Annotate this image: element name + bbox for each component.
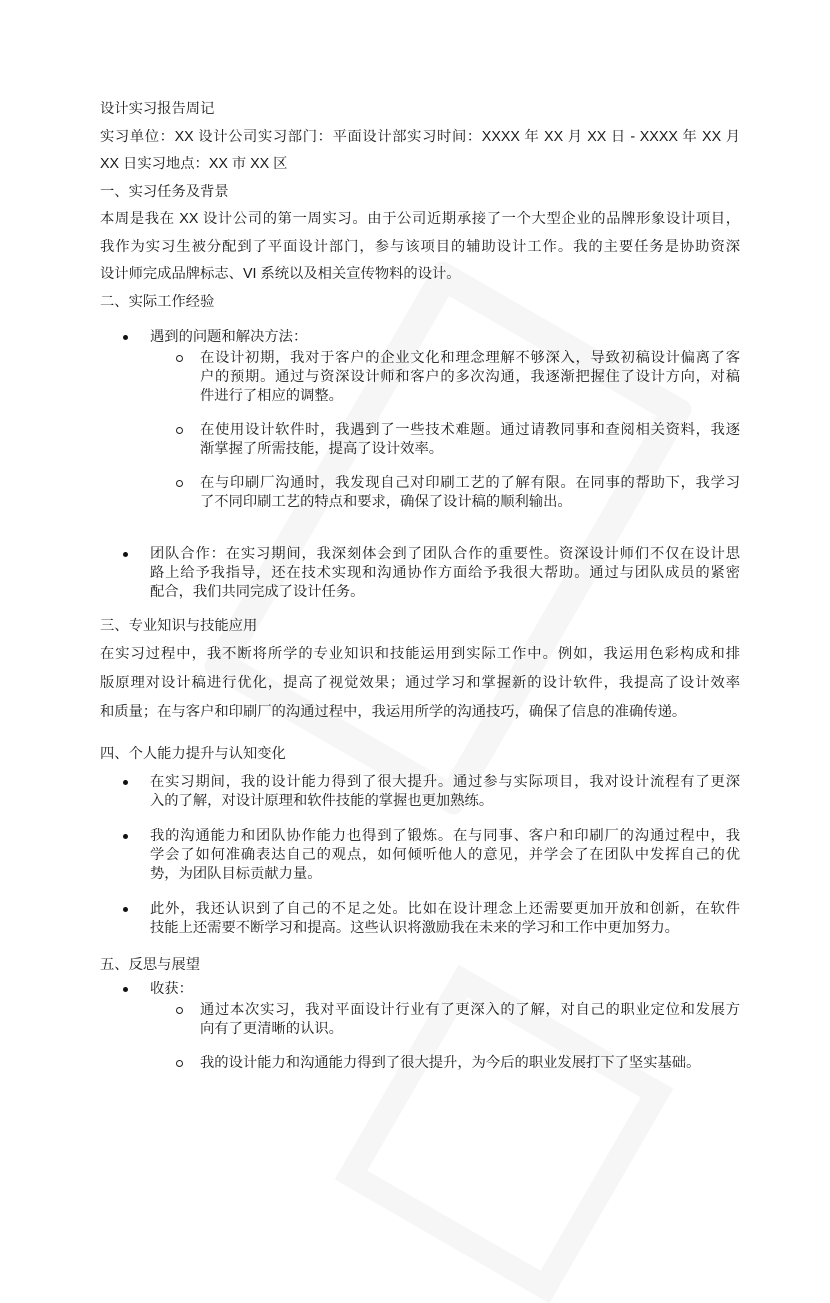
meta-line: 实习单位：XX 设计公司实习部门：平面设计部实习时间：XXXX 年 XX 月 XX 日 - XXXX 年 XX 月 <box>100 128 740 145</box>
paragraph-line: 我作为实习生被分配到了平面设计部门，参与该项目的辅助设计工作。我的主要任务是协助资深 <box>100 238 740 255</box>
bullet-list <box>100 980 740 1073</box>
sub-bullet-text-line: 在与印刷厂沟通时，我发现自己对印刷工艺的了解有限。在同事的帮助下，我学习 <box>200 474 740 491</box>
bullet-list <box>100 328 740 602</box>
section-heading: 二、实际工作经验 <box>100 293 215 310</box>
sub-bullet-text-line: 件进行了相应的调整。 <box>200 387 343 404</box>
bullet-text-line: 技能上还需要不断学习和提高。这些认识将激励我在未来的学习和工作中更加努力。 <box>150 919 679 936</box>
section-heading-block <box>100 741 740 769</box>
document-page <box>100 96 740 1073</box>
section-heading-block <box>100 612 740 727</box>
section-heading-block <box>100 179 740 289</box>
meta-line: XX 日实习地点：XX 市 XX 区 <box>100 156 288 172</box>
sub-bullet-item <box>100 1054 740 1073</box>
section-heading: 四、个人能力提升与认知变化 <box>100 745 286 762</box>
bullet-text-line: 路上给予我指导，还在技术实现和沟通协作方面给予我很大帮助。通过与团队成员的紧密 <box>150 564 740 581</box>
bullet-dot-icon <box>123 834 128 839</box>
paragraph-line: 版原理对设计稿进行优化，提高了视觉效果；通过学习和掌握新的设计软件，我提高了设计效率 <box>100 674 740 691</box>
paragraph-line: 本周是我在 XX 设计公司的第一周实习。由于公司近期承接了一个大型企业的品牌形象设计项目， <box>100 211 740 227</box>
bullet-text-line: 团队合作：在实习期间，我深刻体会到了团队合作的重要性。资深设计师们不仅在设计思 <box>150 545 740 562</box>
hollow-circle-bullet-icon <box>176 1060 183 1067</box>
bullet-text-line: 遇到的问题和解决方法： <box>150 328 308 345</box>
sub-bullet-text-line: 向有了更清晰的认识。 <box>200 1020 343 1037</box>
section-heading: 三、专业知识与技能应用 <box>100 617 258 634</box>
bullet-dot-icon <box>123 987 128 992</box>
bullet-text-line: 在实习期间，我的设计能力得到了很大提升。通过参与实际项目，我对设计流程有了更深 <box>150 773 740 790</box>
section-3 <box>100 612 740 727</box>
hollow-circle-bullet-icon <box>176 427 183 434</box>
bullet-item <box>100 900 740 938</box>
paragraph-line: 设计师完成品牌标志、VI 系统以及相关宣传物料的设计。 <box>100 266 461 282</box>
bullet-dot-icon <box>123 780 128 785</box>
hollow-circle-bullet-icon <box>176 355 183 362</box>
bullet-dot-icon <box>123 552 128 557</box>
bullet-item <box>100 827 740 884</box>
hollow-circle-bullet-icon <box>176 480 183 487</box>
hollow-circle-bullet-icon <box>176 1007 183 1014</box>
bullet-text-line: 配合，我们共同完成了设计任务。 <box>150 583 365 600</box>
section-heading-block <box>100 952 740 980</box>
section-4 <box>100 741 740 938</box>
document-title: 设计实习报告周记 <box>100 101 215 117</box>
sub-bullet-item <box>100 421 740 459</box>
sub-bullet-text-line: 在设计初期，我对于客户的企业文化和理念理解不够深入，导致初稿设计偏离了客 <box>200 349 740 366</box>
sub-bullet-text-line: 通过本次实习，我对平面设计行业有了更深入的了解，对自己的职业定位和发展方 <box>200 1001 740 1018</box>
bullet-item <box>100 545 740 602</box>
sub-bullet-text-line: 了不同印刷工艺的特点和要求，确保了设计稿的顺利输出。 <box>200 493 572 510</box>
bullet-text-line: 入的了解，对设计原理和软件技能的掌握也更加熟练。 <box>150 792 494 809</box>
bullet-text-line: 此外，我还认识到了自己的不足之处。比如在设计理念上还需要更加开放和创新，在软件 <box>150 900 740 917</box>
sub-bullet-item <box>100 1001 740 1039</box>
bullet-text-line: 我的沟通能力和团队协作能力也得到了锻炼。在与同事、客户和印刷厂的沟通过程中，我 <box>150 827 740 844</box>
bullet-text-line: 收获： <box>150 980 193 997</box>
document-header <box>100 96 740 179</box>
bullet-text-line: 学会了如何准确表达自己的观点，如何倾听他人的意见，并学会了在团队中发挥自己的优 <box>150 846 740 863</box>
paragraph-line: 在实习过程中，我不断将所学的专业知识和技能运用到实际工作中。例如，我运用色彩构成和排 <box>100 646 740 663</box>
paragraph-line: 和质量；在与客户和印刷厂的沟通过程中，我运用所学的沟通技巧，确保了信息的准确传递。 <box>100 703 687 720</box>
bullet-item <box>100 773 740 811</box>
sub-bullet-text-line: 渐掌握了所需技能，提高了设计效率。 <box>200 440 444 457</box>
sub-bullet-item <box>100 349 740 406</box>
section-2 <box>100 289 740 602</box>
bullet-list <box>100 773 740 938</box>
sub-bullet-item <box>100 474 740 512</box>
bullet-item <box>100 980 740 999</box>
section-heading-block <box>100 289 740 317</box>
bullet-item <box>100 328 740 347</box>
bullet-text-line: 势，为团队目标贡献力量。 <box>150 865 322 882</box>
sub-bullet-text-line: 户的预期。通过与资深设计师和客户的多次沟通，我逐渐把握住了设计方向，对稿 <box>200 368 740 385</box>
section-heading: 五、反思与展望 <box>100 957 201 974</box>
sub-bullet-text-line: 在使用设计软件时，我遇到了一些技术难题。通过请教同事和查阅相关资料，我逐 <box>200 421 740 438</box>
bullet-dot-icon <box>123 907 128 912</box>
section-heading: 一、实习任务及背景 <box>100 183 229 200</box>
section-1 <box>100 179 740 289</box>
sub-bullet-text-line: 我的设计能力和沟通能力得到了很大提升，为今后的职业发展打下了坚实基础。 <box>200 1054 701 1071</box>
bullet-dot-icon <box>123 335 128 340</box>
section-5 <box>100 952 740 1073</box>
